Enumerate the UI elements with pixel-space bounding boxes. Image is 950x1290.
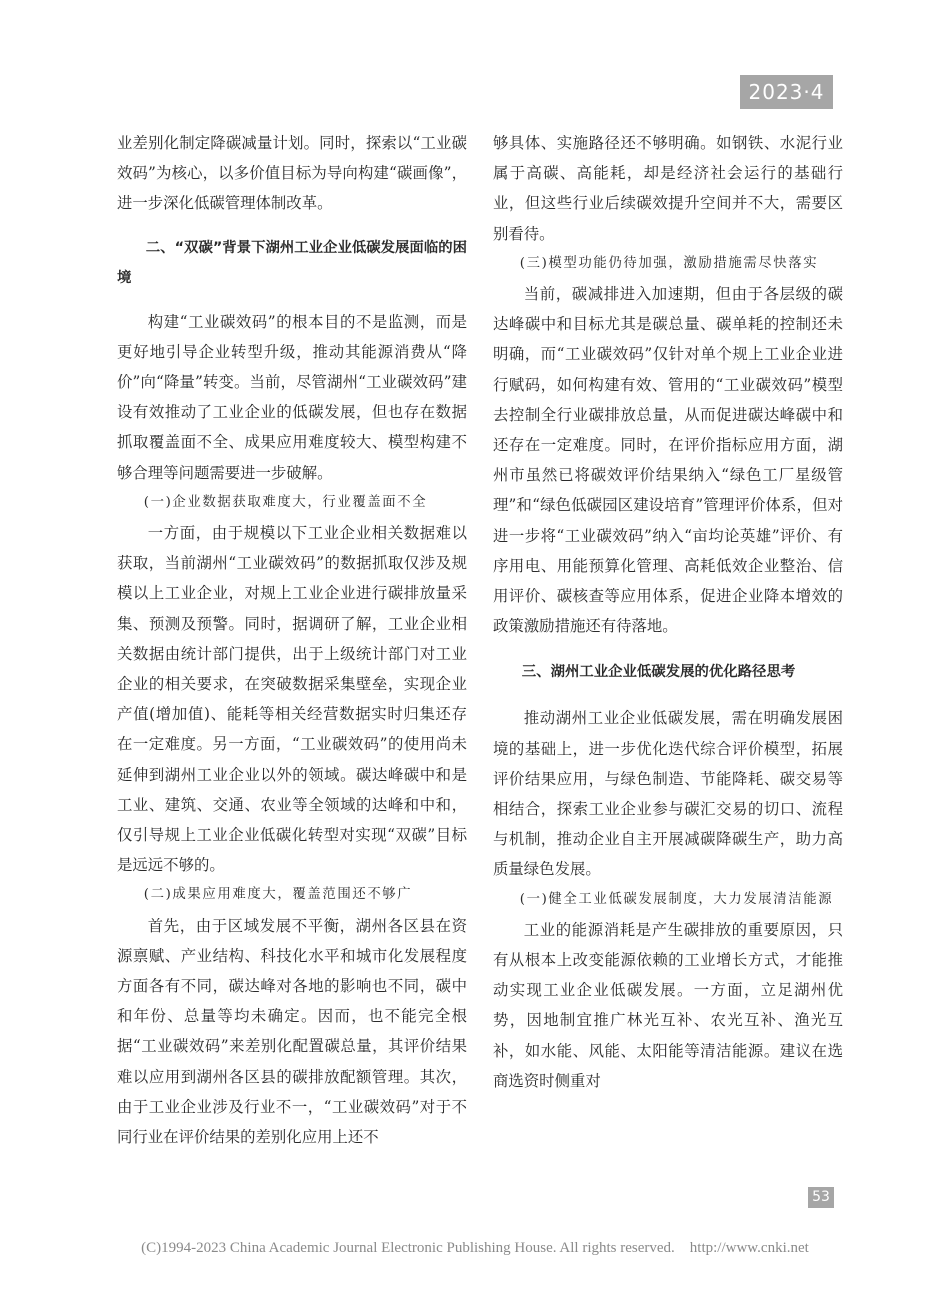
right-column — [493, 128, 843, 1096]
paragraph: 够具体、实施路径还不够明确。如钢铁、水泥行业属于高碳、高能耗，却是经济社会运行的基础行业，但这些行业后续碳效提升空间并不大，需要区别看待。 — [493, 134, 843, 243]
subsection-heading: (一)企业数据获取难度大，行业覆盖面不全 — [143, 494, 428, 510]
paragraph: 当前，碳减排进入加速期，但由于各层级的碳达峰碳中和目标尤其是碳总量、碳单耗的控制还未明确，而“工业碳效码”仅针对单个规上工业企业进行赋码，如何构建有效、管用的“工业碳效码”模型去控制全行业碳排放总量，从而促进碳达峰碳中和还存在一定难度。同时，在评价指标应用方面，湖州市虽然已将碳效评价结果纳入“绿色工厂星级管理”和“绿色低碳园区建设培育”管理评价体系，但对进一步将“工业碳效码”纳入“亩均论英雄”评价、有序用电、用能预算化管理、高耗低效企业整治、信用评价、碳核查等应用体系，促进企业降本增效的政策激励措施还有待落地。 — [493, 285, 843, 636]
section-heading: 三、湖州工业企业低碳发展的优化路径思考 — [521, 664, 796, 681]
paragraph: 业差别化制定降碳减量计划。同时，探索以“工业碳效码”为核心，以多价值目标为导向构建“碳画像”，进一步深化低碳管理体制改革。 — [117, 134, 467, 213]
issue-badge: 2023·4 — [740, 75, 833, 109]
subsection-heading: (二)成果应用难度大，覆盖范围还不够广 — [143, 887, 413, 903]
paragraph: 构建“工业碳效码”的根本目的不是监测，而是更好地引导企业转型升级，推动其能源消费从“降价”向“降量”转变。当前，尽管湖州“工业碳效码”建设有效推动了工业企业的低碳发展，但也存在数据抓取覆盖面不全、成果应用难度较大、模型构建不够合理等问题需要进一步破解。 — [117, 312, 467, 482]
section-heading: 二、“双碳”背景下湖州工业企业低碳发展面临的困境 — [117, 239, 467, 286]
paragraph: 首先，由于区域发展不平衡，湖州各区县在资源禀赋、产业结构、科技化水平和城市化发展程度方面各有不同，碳达峰对各地的影响也不同，碳中和年份、总量等均未确定。因而，也不能完全根据“工业碳效码”来差别化配置碳总量，其评价结果难以应用到湖州各区县的碳排放配额管理。其次，由于工业企业涉及行业不一，“工业碳效码”对于不同行业在评价结果的差别化应用上还不 — [117, 916, 467, 1147]
left-column — [117, 128, 467, 1152]
paragraph: 推动湖州工业企业低碳发展，需在明确发展困境的基础上，进一步优化迭代综合评价模型，拓展评价结果应用，与绿色制造、节能降耗、碳交易等相结合，探索工业企业参与碳汇交易的切口、流程与机制，推动企业自主开展减碳降碳生产，助力高质量绿色发展。 — [493, 709, 843, 879]
subsection-heading: (一)健全工业低碳发展制度，大力发展清洁能源 — [519, 891, 834, 907]
subsection-heading: (三)模型功能仍待加强，激励措施需尽快落实 — [519, 255, 819, 271]
paragraph: 一方面，由于规模以下工业企业相关数据难以获取，当前湖州“工业碳效码”的数据抓取仅涉及规模以上工业企业，对规上工业企业进行碳排放量采集、预测及预警。同时，据调研了解，工业企业相关数据由统计部门提供，出于上级统计部门对工业企业的相关要求，在突破数据采集壁垒，实现企业产值(增加值)、能耗等相关经营数据实时归集还存在一定难度。另一方面，“工业碳效码”的使用尚未延伸到湖州工业企业以外的领域。碳达峰碳中和是工业、建筑、交通、农业等全领域的达峰和中和，仅引导规上工业企业低碳化转型对实现“双碳”目标是远远不够的。 — [117, 524, 467, 875]
copyright-footer: (C)1994-2023 China Academic Journal Electronic Publishing House. All rights reserved. http://www.cnki.net — [141, 1240, 809, 1256]
page-number: 53 — [808, 1187, 834, 1208]
paragraph: 工业的能源消耗是产生碳排放的重要原因，只有从根本上改变能源依赖的工业增长方式，才能推动实现工业企业低碳发展。一方面，立足湖州优势，因地制宜推广林光互补、农光互补、渔光互补，如水能、风能、太阳能等清洁能源。建议在选商选资时侧重对 — [493, 920, 843, 1090]
